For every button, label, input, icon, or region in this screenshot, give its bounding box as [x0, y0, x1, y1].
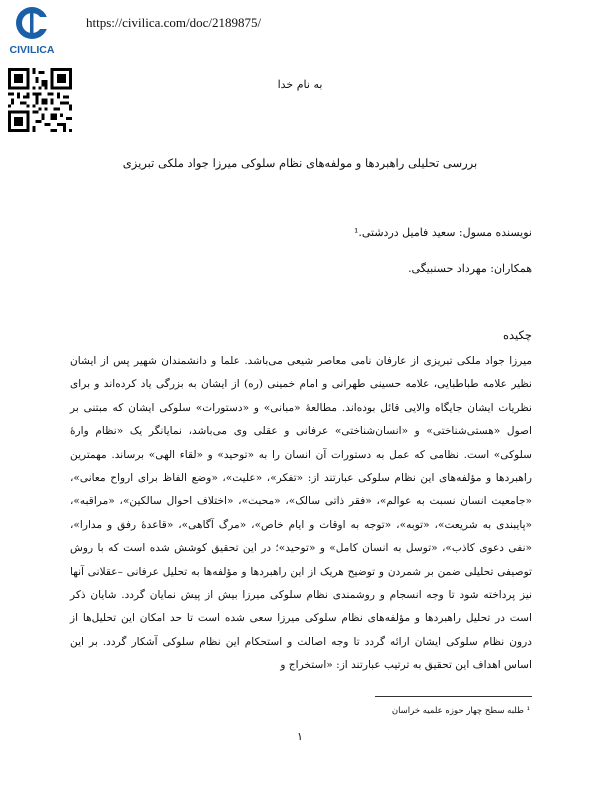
page-number: ۱: [297, 730, 303, 743]
logo-text: CIVILICA: [9, 44, 55, 56]
civilica-logo[interactable]: [4, 4, 60, 56]
civilica-logo-icon: [4, 4, 60, 56]
abstract-text: میرزا جواد ملکی تبریزی از عارفان نامی معاصر شیعی می‌باشد. علما و دانشمندان شهیر پس از ایشان نظیر علامه طباطبایی، علامه حسینی طهرانی و امام خمینی (ره) از ایشان به بزرگی یاد کرده‌اند و برای نظریات ایشان جایگاه والایی قائل بوده‌اند. مطالعهٔ «مبانی» و «دستورات» سلوکی ایشان که مبتنی بر اصول «هستی‌شناختی» و «انسان‌شناختی» عرفانی و عقلی وی می‌باشد، نمایانگر یک «نظام وارهٔ سلوکی» است. نظامی که عمل به دستورات آن انسان را به «توحید» و «لقاء الهی» برساند. مهمترین راهبردها و مؤلفه‌های این نظام سلوکی عبارتند از: «تفکر»، «علیت»، «وضع الفاظ برای ارواح معانی»، «جامعیت انسان نسبت به عوالم»، «فقر ذاتی سالک»، «محبت»، «اختلاف احوال سالکین»، «مراقبه»، «پایبندی به شریعت»، «توبه»، «توجه به اوقات و ایام خاص»، «مرگ آگاهی»، «قاعدهٔ رفق و مدارا»، «نفی دعوی کاذب»، «توسل به انسان کامل» و «توحید»؛ در این تحقیق کوشش شده است که با روش توصیفی تحلیلی ضمن بر شمردن و توضیح هریک از این راهبردها و مؤلفه‌ها به تحلیل عرفانی –عقلانی آنها نیز پرداخته شود تا وجه انسجام و روشمندی نظام سلوکی میرزا بیش از پیش نمایان گردد. شایان ذکر است در تحلیل راهبردها و مؤلفه‌های نظام سلوکی میرزا سعی شده است تا حد امکان این تحلیل‌ها از درون نظام سلوکی ایشان ارائه گردد تا وجه اصالت و استحکام این نظام سلوکی آشکار گردد. بر این اساس اهداف این تحقیق به ترتیب عبارتند از: «استخراج و: [70, 355, 532, 672]
basmala-heading: به نام خدا: [277, 78, 323, 91]
paper-title: بررسی تحلیلی راهبردها و مولفه‌های نظام سلوکی میرزا جواد ملکی تبریزی: [122, 156, 478, 170]
co-authors: همکاران: مهرداد حسنبیگی.: [408, 262, 532, 275]
abstract-heading: چکیده: [503, 328, 532, 342]
footnote-divider: [375, 696, 532, 697]
footnote: ¹ طلبه سطح چهار حوزه علمیه خراسان: [391, 706, 530, 716]
document-url-link[interactable]: https://civilica.com/doc/2189875/: [86, 15, 262, 30]
corresponding-author: نویسنده مسول: سعید فامیل دردشتی.¹: [353, 226, 532, 239]
